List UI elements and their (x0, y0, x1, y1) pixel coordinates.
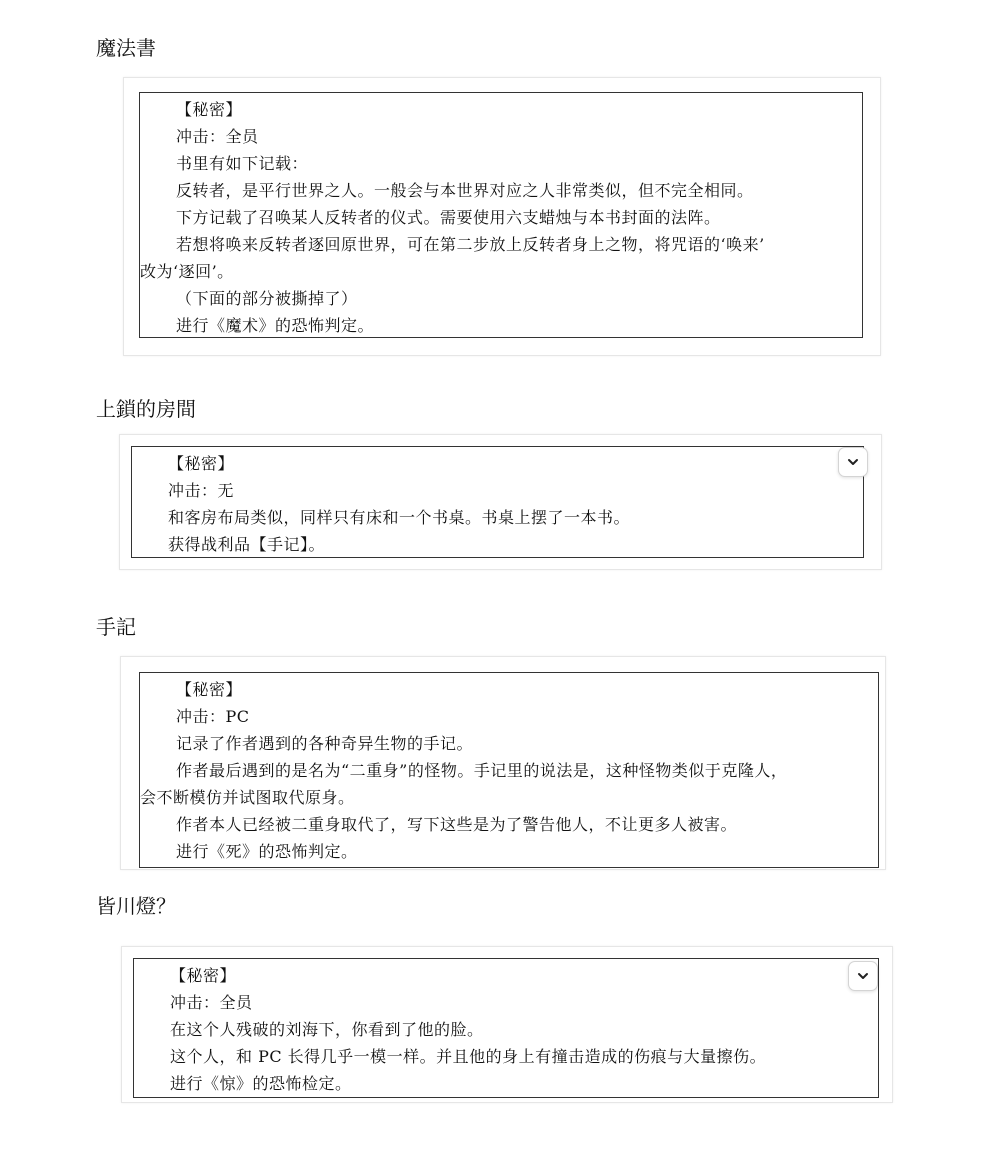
secret-label: 【秘密】 (176, 680, 243, 699)
text-line: 改为‘逐回’。 (140, 262, 234, 281)
horror-check-line: 进行《惊》的恐怖检定。 (170, 1074, 352, 1093)
text-line: 记录了作者遇到的各种奇异生物的手记。 (176, 734, 474, 753)
magic-book-card (123, 77, 881, 356)
impact-line: 冲击：全员 (170, 993, 253, 1012)
text-line: 和客房布局类似，同样只有床和一个书桌。书桌上摆了一本书。 (168, 508, 631, 527)
impact-line: 冲击：PC (176, 707, 250, 726)
section-title-minagawa: 皆川燈？ (96, 894, 176, 918)
magic-book-secret-box (139, 92, 863, 338)
text-line: 若想将唤来反转者逐回原世界，可在第二步放上反转者身上之物，将咒语的‘唤来’ (176, 235, 765, 254)
collapse-button[interactable] (848, 961, 878, 991)
locked-room-secret-box (131, 446, 864, 558)
minagawa-card (121, 946, 893, 1103)
text-line: 下方记载了召唤某人反转者的仪式。需要使用六支蜡烛与本书封面的法阵。 (176, 208, 721, 227)
impact-line: 冲击：无 (168, 481, 235, 500)
horror-check-line: 进行《死》的恐怖判定。 (176, 842, 358, 861)
section-title-locked-room: 上鎖的房間 (96, 397, 196, 421)
journal-secret-box (139, 672, 879, 868)
secret-label: 【秘密】 (176, 100, 243, 119)
impact-line: 冲击：全员 (176, 127, 259, 146)
text-line: （下面的部分被撕掉了） (176, 289, 358, 308)
section-title-journal: 手記 (96, 615, 136, 639)
minagawa-secret-box (133, 958, 879, 1098)
text-line: 在这个人残破的刘海下，你看到了他的脸。 (170, 1020, 484, 1039)
text-line: 会不断模仿并试图取代原身。 (140, 788, 355, 807)
section-title-magic-book: 魔法書 (96, 36, 156, 60)
text-line: 书里有如下记载： (176, 154, 309, 173)
loot-line: 获得战利品【手记】。 (168, 535, 326, 554)
collapse-button[interactable] (838, 447, 868, 477)
text-line: 作者本人已经被二重身取代了，写下这些是为了警告他人，不让更多人被害。 (176, 815, 738, 834)
text-line: 反转者，是平行世界之人。一般会与本世界对应之人非常类似，但不完全相同。 (176, 181, 754, 200)
secret-label: 【秘密】 (168, 454, 235, 473)
locked-room-card (119, 434, 882, 570)
horror-check-line: 进行《魔术》的恐怖判定。 (176, 316, 375, 335)
text-line: 这个人，和 PC 长得几乎一模一样。并且他的身上有撞击造成的伤痕与大量擦伤。 (170, 1047, 767, 1066)
text-line: 作者最后遇到的是名为“二重身”的怪物。手记里的说法是，这种怪物类似于克隆人， (176, 761, 788, 780)
journal-card (120, 656, 886, 870)
secret-label: 【秘密】 (170, 966, 237, 985)
chevron-down-icon (846, 455, 860, 469)
chevron-down-icon (856, 969, 870, 983)
